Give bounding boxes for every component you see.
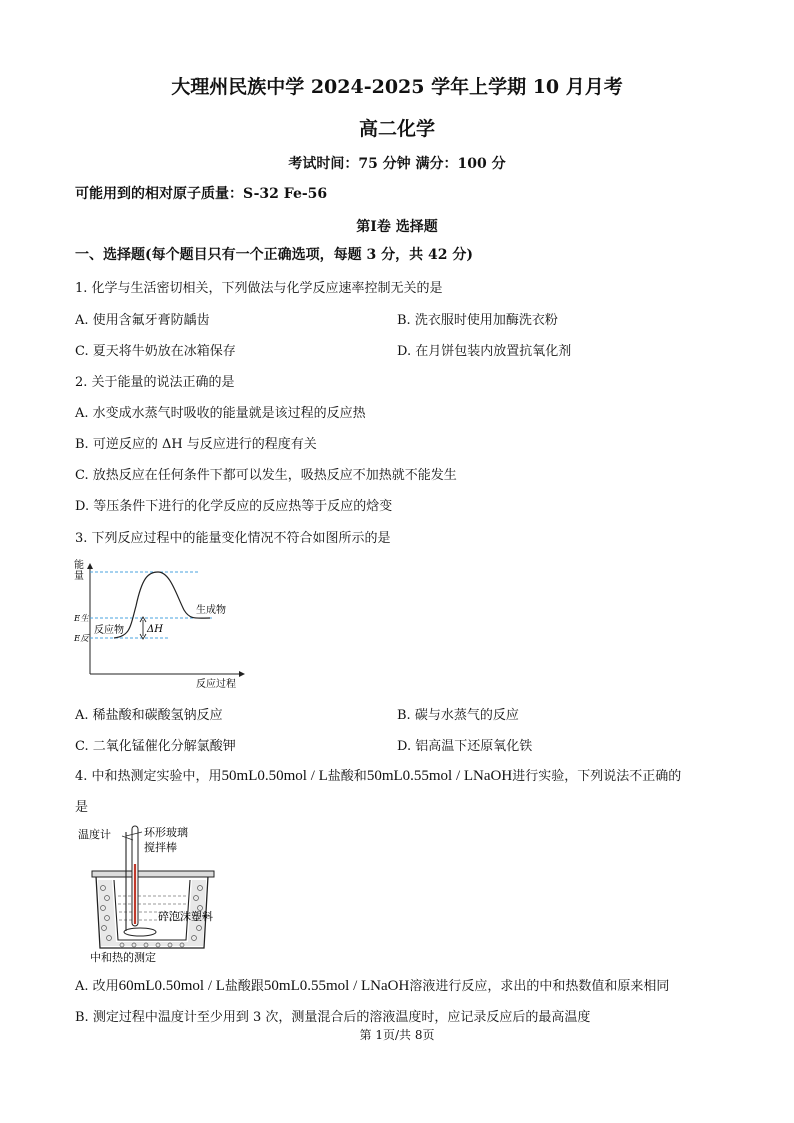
question-1-option-d: D. 在月饼包装内放置抗氧化剂	[397, 344, 572, 359]
page-number: 第 1页/共 8页	[359, 1028, 435, 1042]
reactant-label: 反应物	[94, 625, 124, 636]
figure-caption: 中和热的测定	[90, 951, 156, 964]
question-2-option-d: D. 等压条件下进行的化学反应的反应热等于反应的焓变	[75, 499, 393, 514]
question-3-option-b: B. 碳与水蒸气的反应	[397, 708, 519, 723]
product-label: 生成物	[196, 605, 226, 616]
question-3-option-d: D. 铝高温下还原氧化铁	[397, 739, 533, 754]
stirrer-label-2: 搅拌棒	[144, 841, 177, 854]
question-3-option-c: C. 二氧化锰催化分解氯酸钾	[75, 739, 236, 754]
atomic-mass-line: 可能用到的相对原子质量：S-32 Fe-56	[75, 186, 328, 202]
section-heading: 一、选择题(每个题目只有一个正确选项，每题 3 分，共 42 分)	[75, 247, 473, 263]
part-title: 第Ⅰ卷 选择题	[356, 219, 438, 235]
subject-title: 高二化学	[358, 118, 435, 140]
exam-info: 考试时间：75 分钟 满分：100 分	[288, 156, 506, 172]
e-product-label: E生	[74, 614, 89, 624]
x-axis-label: 反应过程	[196, 679, 236, 690]
question-4-stem-continued: 是	[75, 800, 89, 815]
question-2-option-c: C. 放热反应在任何条件下都可以发生，吸热反应不加热就不能发生	[75, 468, 457, 483]
thermometer-label: 温度计	[78, 828, 111, 841]
question-2-stem: 2. 关于能量的说法正确的是	[75, 375, 235, 390]
question-3-stem: 3. 下列反应过程中的能量变化情况不符合如图所示的是	[75, 531, 391, 546]
question-2-option-a: A. 水变成水蒸气时吸收的能量就是该过程的反应热	[75, 406, 366, 421]
beaker-lid	[92, 871, 214, 877]
calorimeter-diagram	[76, 824, 256, 964]
foam-label: 碎泡沫塑料	[158, 910, 213, 923]
question-3-option-a: A. 稀盐酸和碳酸氢钠反应	[75, 708, 223, 723]
question-2-option-b: B. 可逆反应的 ΔH 与反应进行的程度有关	[75, 437, 317, 452]
question-4-stem: 4. 中和热测定实验中，用50mL0.50mol / L盐酸和50mL0.55mol / LNaOH进行实验，下列说法不正确的	[75, 768, 682, 784]
question-1-option-b: B. 洗衣服时使用加酶洗衣粉	[397, 313, 558, 328]
exam-title: 大理州民族中学 2024-2025 学年上学期 10 月月考	[171, 76, 623, 98]
question-1-option-a: A. 使用含氟牙膏防龋齿	[75, 313, 210, 328]
question-4-option-a: A. 改用60mL0.50mol / L盐酸跟50mL0.55mol / LNaOH溶液进行反应，求出的中和热数值和原来相同	[75, 978, 670, 994]
energy-diagram	[72, 556, 252, 690]
delta-h-label: ΔH	[147, 624, 163, 635]
y-axis-label-1: 能	[74, 560, 84, 571]
question-1-option-c: C. 夏天将牛奶放在冰箱保存	[75, 344, 236, 359]
stirrer-label-1: 环形玻璃	[144, 826, 188, 839]
e-reactant-label: E反	[74, 634, 89, 644]
question-4-option-b: B. 测定过程中温度计至少用到 3 次，测量混合后的溶液温度时，应记录反应后的最高温度	[75, 1010, 591, 1025]
question-1-stem: 1. 化学与生活密切相关，下列做法与化学反应速率控制无关的是	[75, 281, 443, 296]
y-axis-label-2: 量	[74, 571, 84, 582]
